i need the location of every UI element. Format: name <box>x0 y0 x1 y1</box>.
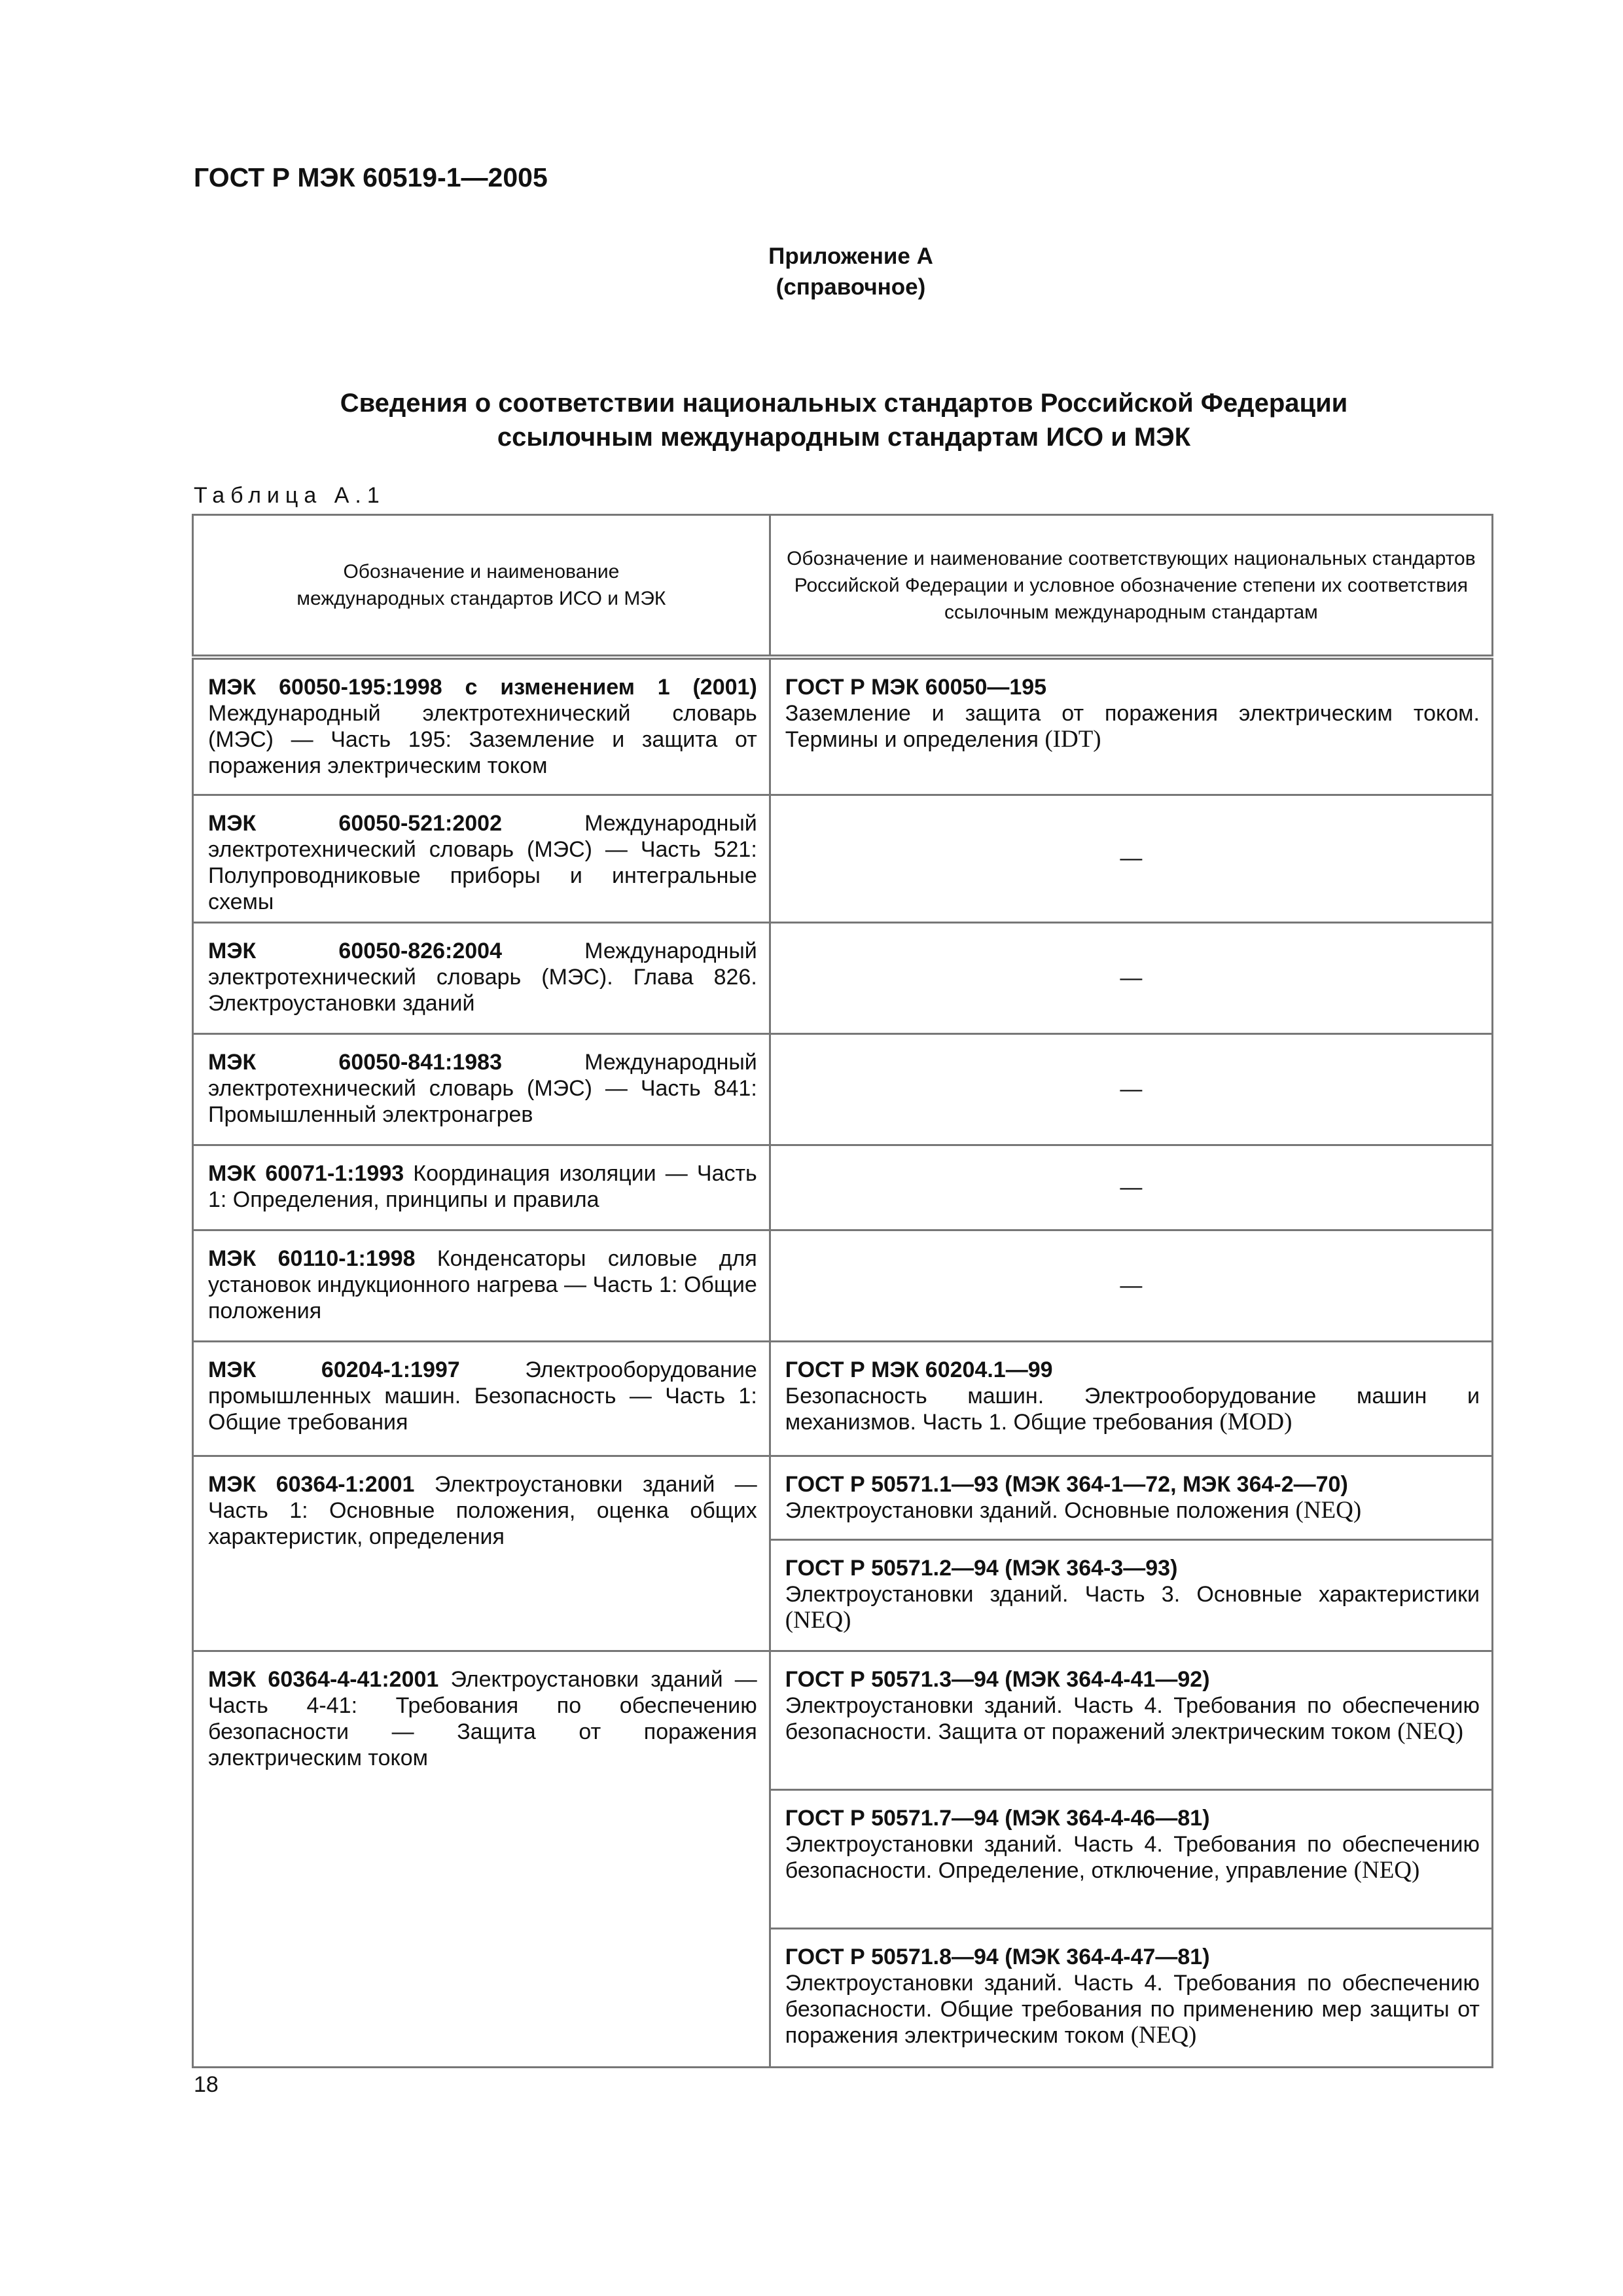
national-standard-cell <box>770 1456 1492 1539</box>
intl-standard-code: МЭК 60364-1:2001 <box>208 1471 415 1497</box>
annex-kind: (справочное) <box>776 274 926 300</box>
table-row <box>193 1456 1493 1539</box>
table-row <box>193 1341 1493 1456</box>
table-header-row <box>193 515 1493 658</box>
national-standard-body <box>785 1693 1480 1745</box>
table-row <box>193 795 1493 922</box>
intl-standard-cell <box>193 1033 770 1145</box>
conformity-degree: (NEQ) <box>785 1606 851 1634</box>
national-standard-title: Заземление и защита от поражения электрическим током. Термины и определения <box>785 701 1480 752</box>
intl-standard-code: МЭК 60204-1:1997 <box>208 1357 460 1382</box>
intl-standard-code: МЭК 60050-195:1998 с изменением 1 (2001) <box>208 675 757 700</box>
table-row <box>193 1230 1493 1341</box>
national-standard-title: Безопасность машин. Электрооборудование машин и механизмов. Часть 1. Общие требования <box>785 1383 1480 1435</box>
intl-standard-title: Электрооборудование промышленных машин. Безопасность — Часть 1: Общие требования <box>208 1357 757 1435</box>
national-standard-body <box>785 1498 1480 1524</box>
intl-standard-cell <box>193 1145 770 1230</box>
column-header-national: Обозначение и наименование соответствующих национальных стандартов Российской Федерации и условное обозначение степени их соответствия ссылочным международным стандартам <box>770 515 1492 658</box>
table-row <box>193 657 1493 795</box>
conformity-degree: (NEQ) <box>1353 1856 1420 1884</box>
no-national-equivalent: — <box>770 1230 1492 1341</box>
table-row <box>193 1033 1493 1145</box>
national-standard-title: Электроустановки зданий. Часть 4. Требования по обеспечению безопасности. Общие требования по применению мер защиты от поражения электрическим током <box>785 1970 1480 2048</box>
intl-standard-code: МЭК 60364-4-41:2001 <box>208 1666 439 1692</box>
annex-title <box>654 241 1047 302</box>
column-header-international: Обозначение и наименование международных стандартов ИСО и МЭК <box>193 515 770 658</box>
conformity-degree: (NEQ) <box>1130 2021 1197 2049</box>
intl-standard-code: МЭК 60050-826:2004 <box>208 938 502 963</box>
intl-standard-title: Координация изоляции — Часть 1: Определения, принципы и правила <box>208 1160 757 1212</box>
intl-standard-cell <box>193 1651 770 2067</box>
national-standard-cell <box>770 1789 1492 1928</box>
national-standard-body <box>785 1383 1480 1435</box>
table-row <box>193 922 1493 1033</box>
heading-line-2: ссылочным международным стандартам ИСО и МЭК <box>497 423 1191 452</box>
national-standard-code: ГОСТ Р 50571.2—94 (МЭК 364-3—93) <box>785 1555 1178 1581</box>
intl-standard-title: Электроустановки зданий — Часть 1: Основные положения, оценка общих характеристик, определения <box>208 1471 757 1549</box>
intl-standard-title: Международный электротехнический словарь (МЭС) — Часть 841: Промышленный электронагрев <box>208 1049 757 1127</box>
national-standard-body <box>785 1970 1480 2049</box>
intl-standard-title: Международный электротехнический словарь (МЭС). Глава 826. Электроустановки зданий <box>208 938 757 1016</box>
national-standard-code: ГОСТ Р 50571.1—93 (МЭК 364-1—72, МЭК 364-2—70) <box>785 1471 1348 1497</box>
national-standard-cell <box>770 657 1492 795</box>
no-national-equivalent: — <box>770 795 1492 922</box>
annex-name: Приложение А <box>768 243 933 269</box>
national-standard-cell <box>770 1928 1492 2067</box>
conformity-degree: (MOD) <box>1219 1408 1293 1435</box>
table-label: Таблица А.1 <box>194 483 385 508</box>
intl-standard-title: Электроустановки зданий — Часть 4-41: Требования по обеспечению безопасности — Защита от поражения электрическим током <box>208 1666 757 1770</box>
table-row <box>193 1145 1493 1230</box>
no-national-equivalent: — <box>770 1033 1492 1145</box>
national-standard-title: Электроустановки зданий. Часть 4. Требования по обеспечению безопасности. Определение, отключение, управление <box>785 1831 1480 1883</box>
national-standard-cell <box>770 1651 1492 1789</box>
heading-line-1: Сведения о соответствии национальных стандартов Российской Федерации <box>340 389 1348 418</box>
intl-standard-cell <box>193 657 770 795</box>
national-standard-code: ГОСТ Р МЭК 60050—195 <box>785 675 1047 700</box>
intl-standard-cell <box>193 1230 770 1341</box>
intl-standard-title: Конденсаторы силовые для установок индукционного нагрева — Часть 1: Общие положения <box>208 1246 757 1323</box>
document-code: ГОСТ Р МЭК 60519-1—2005 <box>194 162 548 192</box>
national-standard-body <box>785 1831 1480 1884</box>
section-heading <box>194 386 1494 454</box>
national-standard-cell <box>770 1539 1492 1651</box>
no-national-equivalent: — <box>770 922 1492 1033</box>
intl-standard-title: Международный электротехнический словарь (МЭС) — Часть 195: Заземление и защита от поражения электрическим током <box>208 701 757 778</box>
intl-standard-code: МЭК 60050-521:2002 <box>208 810 502 836</box>
intl-standard-cell <box>193 922 770 1033</box>
national-standard-title: Электроустановки зданий. Часть 4. Требования по обеспечению безопасности. Защита от поражений электрическим током <box>785 1693 1480 1744</box>
intl-standard-code: МЭК 60110-1:1998 <box>208 1246 416 1271</box>
national-standard-code: ГОСТ Р 50571.7—94 (МЭК 364-4-46—81) <box>785 1805 1210 1831</box>
national-standard-cell <box>770 1341 1492 1456</box>
national-standard-code: ГОСТ Р 50571.3—94 (МЭК 364-4-41—92) <box>785 1666 1210 1692</box>
national-standard-title: Электроустановки зданий. Основные положения <box>785 1498 1290 1523</box>
national-standard-body <box>785 1581 1480 1634</box>
national-standard-code: ГОСТ Р МЭК 60204.1—99 <box>785 1357 1053 1382</box>
intl-standard-title: Международный электротехнический словарь (МЭС) — Часть 521: Полупроводниковые приборы и интегральные схемы <box>208 810 757 914</box>
intl-standard-code: МЭК 60071-1:1993 <box>208 1160 404 1186</box>
intl-standard-code: МЭК 60050-841:1983 <box>208 1049 502 1075</box>
intl-standard-cell <box>193 1341 770 1456</box>
conformity-degree: (IDT) <box>1044 726 1101 753</box>
standards-table <box>192 514 1493 2068</box>
intl-standard-cell <box>193 795 770 922</box>
conformity-degree: (NEQ) <box>1295 1496 1362 1524</box>
page-number: 18 <box>194 2072 219 2097</box>
national-standard-title: Электроустановки зданий. Часть 3. Основные характеристики <box>785 1581 1480 1607</box>
national-standard-body <box>785 700 1480 753</box>
table-row <box>193 1651 1493 1789</box>
intl-standard-cell <box>193 1456 770 1651</box>
conformity-degree: (NEQ) <box>1397 1717 1463 1745</box>
national-standard-code: ГОСТ Р 50571.8—94 (МЭК 364-4-47—81) <box>785 1944 1210 1969</box>
no-national-equivalent: — <box>770 1145 1492 1230</box>
